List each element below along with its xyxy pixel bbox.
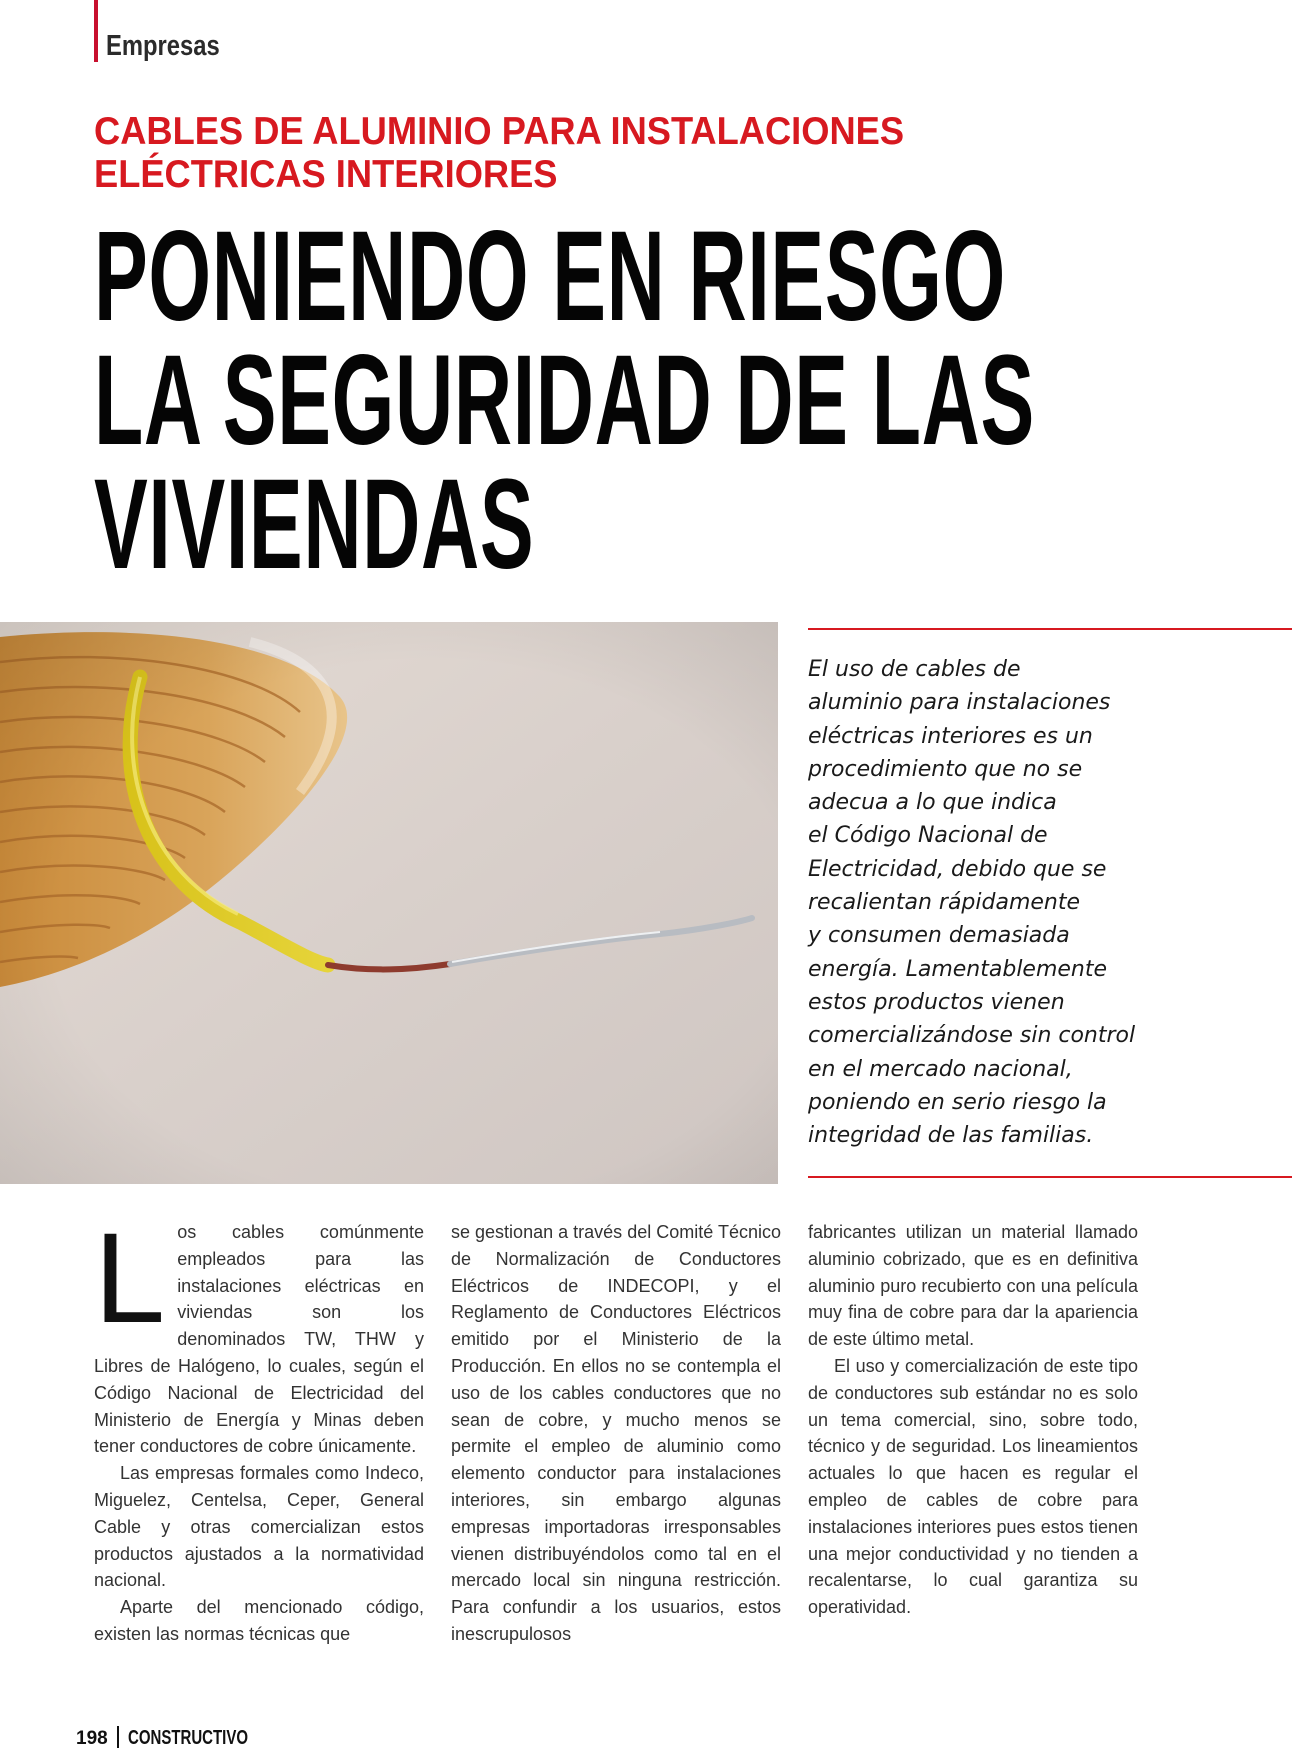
body-paragraph: Aparte del mencionado código, existen las normas técnicas que [94, 1597, 424, 1644]
page-footer [76, 1726, 288, 1750]
lead-line: integridad de las familias. [808, 1123, 1094, 1149]
body-column-2 [451, 1219, 781, 1648]
body-paragraph: fabricantes utilizan un material llamado aluminio cobrizado, que es en definitiva aluminio puro recubierto con una película muy fina de cobre para dar la apariencia de este último metal. [808, 1222, 1138, 1350]
headline [94, 205, 1292, 596]
lead-line: estos productos vienen [808, 989, 1065, 1015]
headline-line-2: LA SEGURIDAD DE LAS [94, 329, 1035, 472]
lead-bottom-rule [808, 1176, 1292, 1178]
footer-divider [117, 1726, 119, 1748]
cable-photo [0, 622, 778, 1184]
body-column-3 [808, 1219, 1138, 1621]
lead-line: el Código Nacional de [808, 823, 1048, 849]
lead-line: procedimiento que no se [808, 756, 1083, 782]
lead-paragraph [808, 653, 1148, 1152]
lead-line: eléctricas interiores es un [808, 723, 1093, 749]
lead-line: El uso de cables de [808, 657, 1021, 682]
body-paragraph: se gestionan a través del Comité Técnico de Normalización de Conductores Eléctricos de INDECOPI, y el Reglamento de Conductores Eléctricos emitido por el Ministerio de la Producción. En ellos no se contempla el uso de los cables conductores que no sean de cobre, y mucho menos se permite el empleo de aluminio como elemento conductor para instalaciones interiores, sin embargo algunas empresas importadoras irresponsables vienen distribuyéndolos como tal en el mercado local sin ninguna restricción. Para confundir a los usuarios, estos inescrupulosos [451, 1222, 781, 1644]
lead-line: en el mercado nacional, [808, 1056, 1073, 1082]
body-paragraph [94, 1207, 424, 1460]
lead-line: recalientan rápidamente [808, 890, 1081, 916]
body-paragraph: El uso y comercialización de este tipo de conductores sub estándar no es solo un tema comercial, sino, sobre todo, técnico y de seguridad. Los lineamientos actuales lo que hacen es regular el empleo de cables de cobre para instalaciones interiores pues estos tienen una mejor conductividad y no tienden a recalentarse, lo cual garantiza su operatividad. [808, 1355, 1138, 1618]
body-paragraph: Las empresas formales como Indeco, Miguelez, Centelsa, Ceper, General Cable y otras comercializan estos productos ajustados a la normatividad nacional. [94, 1463, 424, 1591]
lead-line: comercializándose sin control [808, 1023, 1136, 1049]
magazine-name: CONSTRUCTIVO [127, 1727, 248, 1749]
headline-line-3: VIVIENDAS [94, 453, 535, 596]
kicker-line-1: CABLES DE ALUMINIO PARA INSTALACIONES [94, 110, 905, 153]
body-column-1 [94, 1207, 424, 1648]
lead-line: poniendo en serio riesgo la [808, 1089, 1107, 1115]
section-label: Empresas [106, 30, 220, 62]
drop-cap: L [94, 1207, 166, 1350]
paragraph-text: os cables comúnmente empleados para las instalaciones eléctricas en viviendas son los denominados TW, THW y Libres de Halógeno, lo cuales, según el Código Nacional de Electricidad del Ministerio de Energía y Minas deben tener conductores de cobre únicamente. [94, 1222, 424, 1457]
lead-line: Electricidad, debido que se [808, 856, 1107, 882]
lead-line: y consumen demasiada [808, 923, 1070, 949]
headline-line-1: PONIENDO EN RIESGO [94, 205, 1006, 348]
lead-line: aluminio para instalaciones [808, 690, 1111, 716]
kicker [94, 110, 1117, 196]
page-number: 198 [76, 1728, 108, 1749]
lead-line: energía. Lamentablemente [808, 956, 1108, 982]
section-marker-bar [94, 0, 98, 62]
lead-line: adecua a lo que indica [808, 790, 1057, 816]
kicker-line-2: ELÉCTRICAS INTERIORES [94, 153, 558, 196]
lead-top-rule [808, 628, 1292, 630]
